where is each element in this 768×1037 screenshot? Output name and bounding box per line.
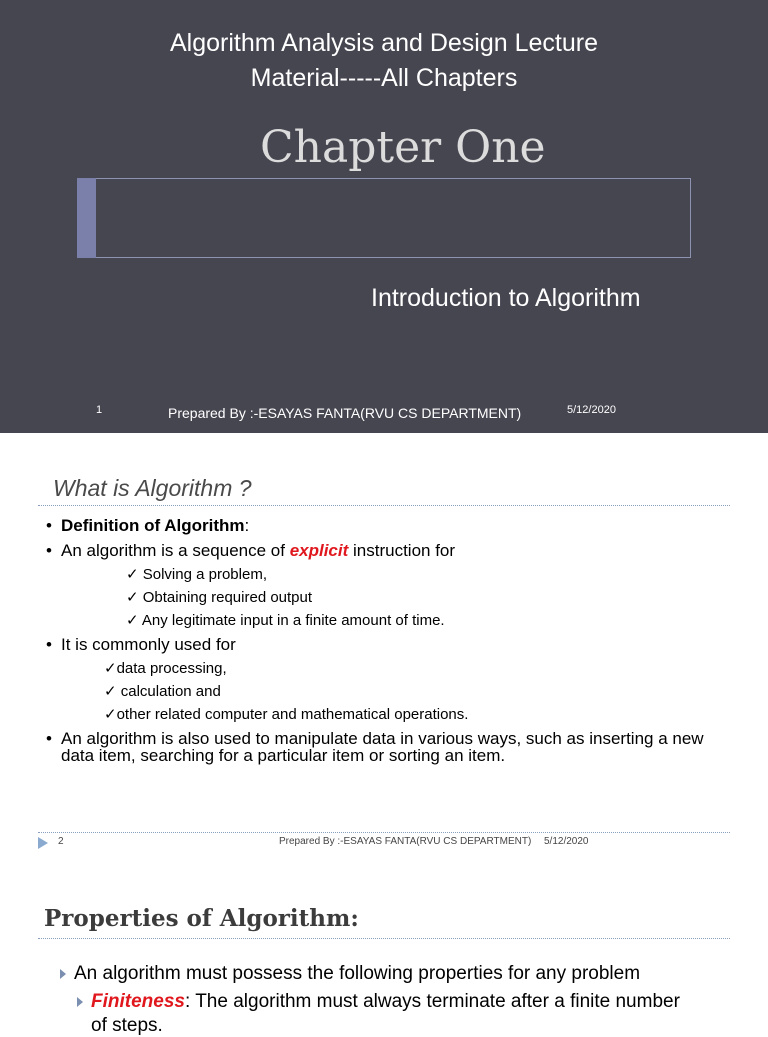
used-for-text: It is commonly used for [61, 635, 236, 654]
manipulate-text: An algorithm is also used to manipulate data in various ways, such as inserting a new data item, searching for a particular item or sorting an item. [61, 729, 704, 765]
sub-item [46, 586, 736, 609]
lecture-title [0, 26, 768, 96]
bullet-finiteness [77, 991, 680, 1013]
bullet-triangle-icon [60, 969, 66, 979]
lecture-title-line-2: Material-----All Chapters [250, 64, 518, 92]
check-icon: ✓ [126, 589, 139, 606]
footer-divider [38, 832, 730, 833]
use-item [46, 680, 736, 703]
sequence-text-start: An algorithm is a sequence of [61, 541, 290, 560]
sub-item [46, 609, 736, 632]
footer-date: 5/12/2020 [567, 404, 616, 416]
slide-heading: What is Algorithm ? [53, 475, 252, 501]
heading-divider [38, 938, 730, 939]
chapter-subtitle: Introduction to Algorithm [371, 284, 641, 312]
check-icon: ✓ [104, 683, 117, 700]
bullet-used-for [46, 632, 736, 657]
footer-triangle-icon [38, 837, 48, 849]
bullet-dot: • [46, 635, 52, 654]
definition-label: Definition of Algorithm [61, 516, 245, 535]
use-item-text: data processing, [116, 660, 227, 677]
properties-text: An algorithm must possess the following properties for any problem [74, 963, 641, 984]
check-icon: ✓ [104, 660, 117, 677]
sub-item-text: Any legitimate input in a finite amount of time. [141, 612, 445, 629]
bullet-triangle-icon [77, 997, 83, 1007]
use-item-text: other related computer and mathematical operations. [116, 706, 469, 723]
lecture-title-line-1: Algorithm Analysis and Design Lecture [169, 29, 598, 57]
use-item-text: calculation and [116, 683, 221, 700]
sequence-text-end: instruction for [348, 541, 456, 560]
properties-slide [0, 869, 768, 1036]
bullet-sequence [46, 538, 736, 563]
use-item [46, 703, 736, 726]
sub-item [46, 563, 736, 586]
check-icon: ✓ [126, 612, 139, 629]
footer-author: Prepared By :-ESAYAS FANTA(RVU CS DEPARTMENT) [168, 405, 522, 421]
footer-author: Prepared By :-ESAYAS FANTA(RVU CS DEPARTMENT) [279, 836, 532, 847]
bullet-properties [60, 963, 640, 985]
definition-slide [0, 433, 768, 869]
sub-item-text: Obtaining required output [142, 589, 313, 606]
bullet-manipulate [46, 730, 736, 764]
bullet-dot: • [46, 729, 52, 748]
finiteness-text: : The algorithm must always terminate after a finite number [184, 991, 680, 1012]
slide-number: 2 [58, 836, 64, 847]
bullet-definition [46, 513, 736, 538]
definition-colon: : [244, 516, 250, 535]
bullet-dot: • [46, 516, 52, 535]
title-frame-accent [77, 178, 96, 258]
explicit-word: explicit [289, 541, 349, 560]
slide-number: 1 [96, 404, 103, 416]
sub-item-text: Solving a problem, [142, 566, 267, 583]
footer-date: 5/12/2020 [544, 836, 589, 847]
check-icon: ✓ [126, 566, 139, 583]
slide-body [46, 513, 736, 764]
bullet-dot: • [46, 541, 52, 560]
finiteness-label: Finiteness [91, 991, 185, 1012]
heading-divider [38, 505, 730, 506]
check-icon: ✓ [104, 706, 117, 723]
finiteness-continuation: of steps. [91, 1015, 163, 1036]
chapter-heading: Chapter One [260, 122, 546, 173]
title-slide [0, 0, 768, 433]
use-item [46, 657, 736, 680]
slide-heading: Properties of Algorithm: [44, 905, 359, 932]
title-frame [77, 178, 691, 258]
